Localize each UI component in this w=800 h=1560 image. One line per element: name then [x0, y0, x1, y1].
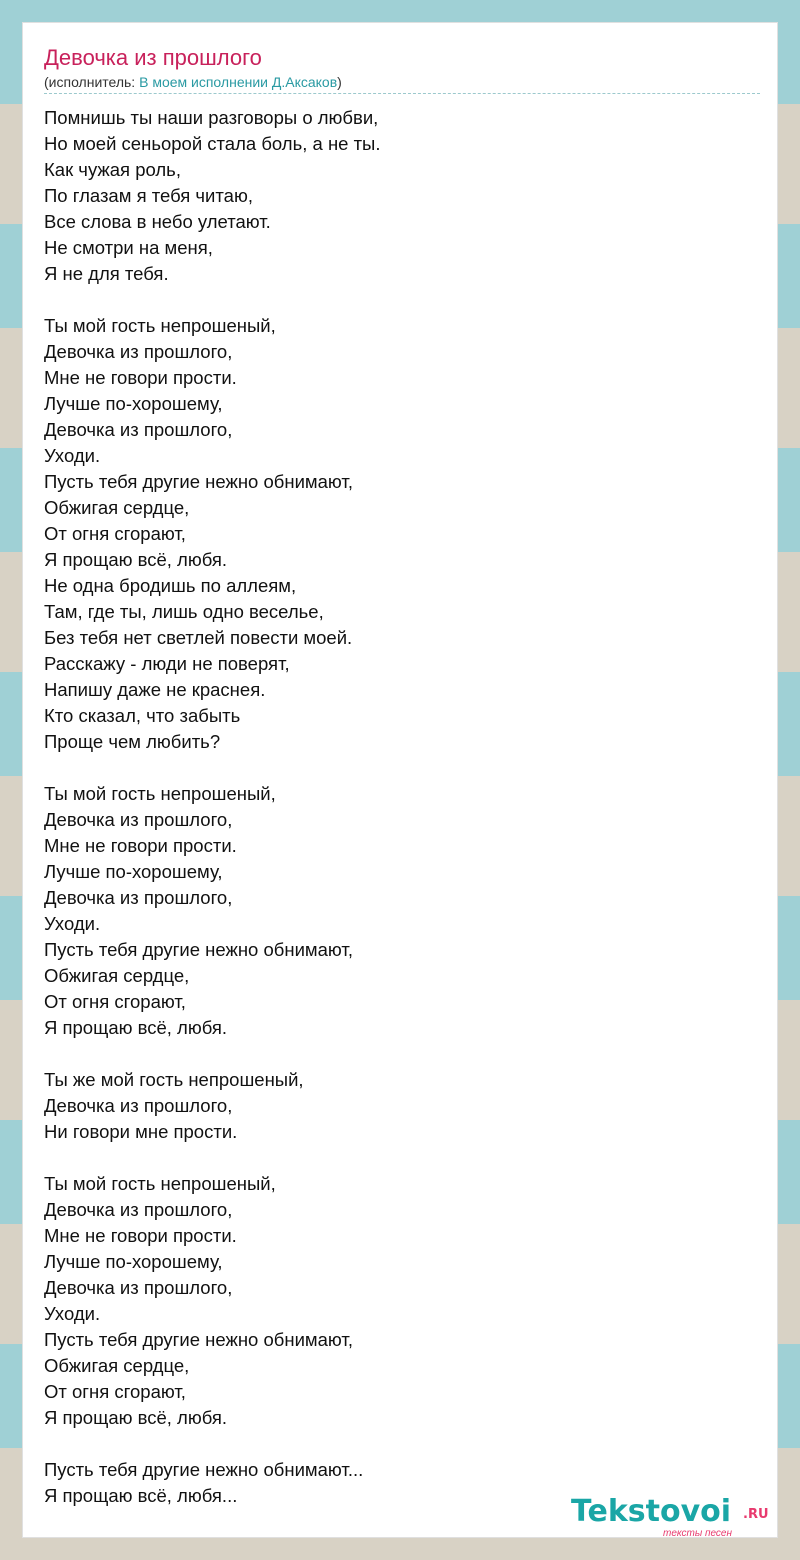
lyric-line: Лучше по-хорошему, — [44, 1251, 223, 1272]
lyrics-card — [22, 22, 778, 1538]
lyric-blank-line — [44, 755, 760, 781]
lyric-line: Девочка из прошлого, — [44, 809, 233, 830]
lyric-line: Пусть тебя другие нежно обнимают, — [44, 939, 353, 960]
lyric-line: Помнишь ты наши разговоры о любви, — [44, 107, 379, 128]
lyric-blank-line — [44, 1431, 760, 1457]
lyric-line: Как чужая роль, — [44, 159, 181, 180]
lyric-line: Там, где ты, лишь одно веселье, — [44, 601, 324, 622]
lyric-line: Я прощаю всё, любя. — [44, 1017, 228, 1038]
lyric-line: Ты же мой гость непрошеный, — [44, 1069, 304, 1090]
performer-line — [44, 73, 342, 91]
lyric-line: Лучше по-хорошему, — [44, 393, 223, 414]
title-divider — [44, 93, 760, 94]
lyric-line: По глазам я тебя читаю, — [44, 185, 253, 206]
lyric-line: Я прощаю всё, любя... — [44, 1485, 238, 1506]
lyric-line: Не смотри на меня, — [44, 237, 213, 258]
lyric-line: Мне не говори прости. — [44, 1225, 237, 1246]
lyric-line: От огня сгорают, — [44, 523, 186, 544]
lyric-line: Пусть тебя другие нежно обнимают, — [44, 1329, 353, 1350]
lyric-line: Уходи. — [44, 1303, 101, 1324]
song-title: Девочка из прошлого — [44, 45, 262, 70]
lyric-line: Обжигая сердце, — [44, 1355, 190, 1376]
lyric-line: Ты мой гость непрошеный, — [44, 1173, 276, 1194]
logo-tagline: тексты песен — [663, 1528, 732, 1539]
logo-domain: .RU — [743, 1507, 769, 1522]
lyric-blank-line — [44, 1145, 760, 1171]
lyric-line: Проще чем любить? — [44, 731, 221, 752]
lyric-line: Обжигая сердце, — [44, 965, 190, 986]
lyric-line: Все слова в небо улетают. — [44, 211, 271, 232]
lyric-line: Не одна бродишь по аллеям, — [44, 575, 297, 596]
lyric-line: От огня сгорают, — [44, 1381, 186, 1402]
lyric-line: Напишу даже не краснея. — [44, 679, 266, 700]
lyric-line: Ни говори мне прости. — [44, 1121, 238, 1142]
lyric-line: Я прощаю всё, любя. — [44, 549, 228, 570]
performer-suffix: ) — [337, 74, 342, 90]
lyrics-text — [44, 105, 760, 1509]
lyric-line: Кто сказал, что забыть — [44, 705, 241, 726]
lyric-blank-line — [44, 1041, 760, 1067]
lyric-line: Девочка из прошлого, — [44, 419, 233, 440]
lyric-line: Я не для тебя. — [44, 263, 169, 284]
lyric-line: Мне не говори прости. — [44, 835, 237, 856]
lyric-line: Девочка из прошлого, — [44, 1277, 233, 1298]
lyric-line: Обжигая сердце, — [44, 497, 190, 518]
lyric-line: Мне не говори прости. — [44, 367, 237, 388]
site-logo[interactable] — [571, 1494, 771, 1539]
lyric-line: Девочка из прошлого, — [44, 341, 233, 362]
performer-prefix: (исполнитель: — [44, 74, 140, 90]
lyric-line: Девочка из прошлого, — [44, 1095, 233, 1116]
lyric-line: Пусть тебя другие нежно обнимают, — [44, 471, 353, 492]
lyric-blank-line — [44, 287, 760, 313]
lyric-line: Девочка из прошлого, — [44, 1199, 233, 1220]
lyric-line: Пусть тебя другие нежно обнимают... — [44, 1459, 364, 1480]
lyric-line: Но моей сеньорой стала боль, а не ты. — [44, 133, 381, 154]
logo-wordmark: Tekstovoi — [571, 1494, 732, 1529]
performer-link[interactable]: В моем исполнении Д.Аксаков — [139, 74, 338, 90]
lyric-line: Ты мой гость непрошеный, — [44, 783, 276, 804]
lyric-line: Ты мой гость непрошеный, — [44, 315, 276, 336]
lyric-line: Уходи. — [44, 913, 101, 934]
lyric-line: Расскажу - люди не поверят, — [44, 653, 290, 674]
lyric-line: Лучше по-хорошему, — [44, 861, 223, 882]
lyric-line: Без тебя нет светлей повести моей. — [44, 627, 353, 648]
lyric-line: Я прощаю всё, любя. — [44, 1407, 228, 1428]
lyric-line: От огня сгорают, — [44, 991, 186, 1012]
lyric-line: Уходи. — [44, 445, 101, 466]
lyric-line: Девочка из прошлого, — [44, 887, 233, 908]
